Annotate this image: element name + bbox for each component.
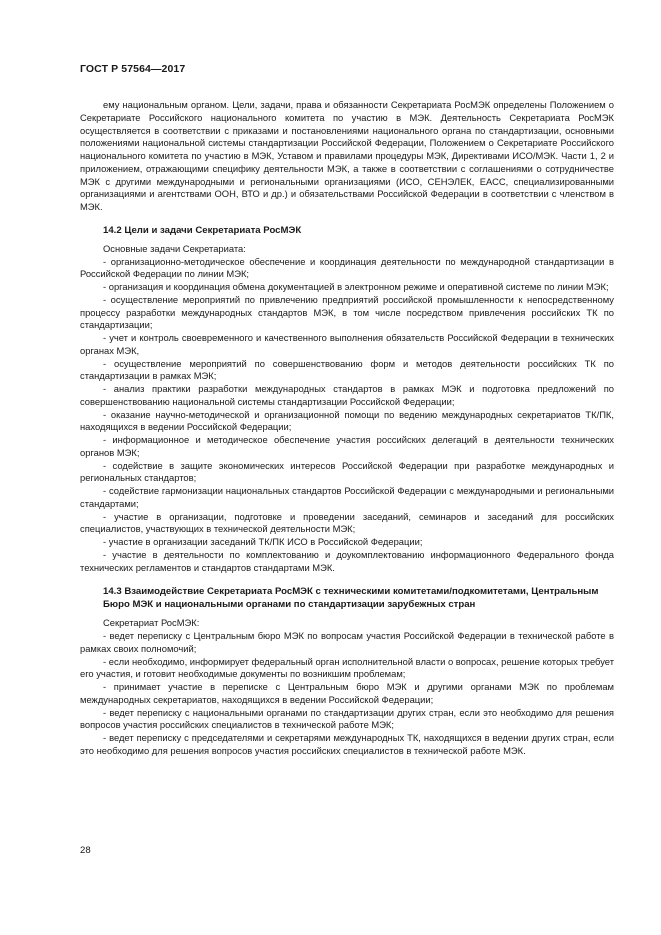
list-item: - осуществление мероприятий по совершенствованию форм и методов деятельности российских ТК по стандартизации в рамках МЭК; <box>80 357 614 382</box>
page-content <box>80 99 614 758</box>
section-14-2-heading: 14.2 Цели и задачи Секретариата РосМЭК <box>103 224 302 236</box>
list-item: - учет и контроль своевременного и качественного выполнения обязательств Российской Федерации в технических органах МЭК, <box>80 332 614 356</box>
list-item: - ведет переписку с национальными органами по стандартизации других стран, если это необходимо для решения вопросов участия российских специалистов в технической работе МЭК; <box>80 706 614 731</box>
list-item: - участие в организации заседаний ТК/ПК ИСО в Российской Федерации; <box>103 536 423 547</box>
standard-code-header: ГОСТ Р 57564—2017 <box>80 63 186 75</box>
section-14-2-lead: Основные задачи Секретариата: <box>103 242 246 254</box>
section-14-3-lead: Секретариат РосМЭК: <box>103 617 200 629</box>
page-number: 28 <box>80 845 91 856</box>
list-item: - если необходимо, информирует федеральный орган исполнительной власти о вопросах, решение которых требует его участия, и готовит необходимые документы по возникшим проблемам; <box>80 655 614 680</box>
intro-paragraph: ему национальным органом. Цели, задачи, права и обязанности Секретариата РосМЭК определены Положением о Секретариате Российского национального комитета по участию в МЭК. Деятельность Секретариата РосМЭК осуществляется в соответствии с приказами и постановлениями национального органа по стандартизации, основными положениями национальной системы стандартизации Российской Федерации, Положением о Секретариате Российского национального комитета по участию в МЭК, Уставом и правилами процедуры МЭК, Директивами ИСО/МЭК. Части 1, 2 и приложением, отражающими специфику деятельности МЭК, а также в соответствии с соглашениями о сотрудничестве МЭК с другими международными и региональными организациями (ИСО, СЕНЭЛЕК, ЕАСС, специализированными организациями и агентствами ООН, ВТО и др.) и обязательствами Российской Федерации в соответствии с членством в МЭК. <box>80 99 614 212</box>
list-item: - информационное и методическое обеспечение участия российских делегаций в деятельности технических органов МЭК; <box>80 434 614 458</box>
list-item: - осуществление мероприятий по привлечению предприятий российской промышленности к непосредственному процессу разработки международных стандартов МЭК, в том числе посредством привлечения российских ТК по стандартизации; <box>80 293 614 331</box>
list-item: - ведет переписку с Центральным бюро МЭК по вопросам участия Российской Федерации в технической работе в рамках своих полномочий; <box>80 630 614 654</box>
list-item: - содействие в защите экономических интересов Российской Федерации при разработке международных и региональных стандартов; <box>80 459 614 484</box>
list-item: - участие в деятельности по комплектованию и доукомплектованию информационного Федерального фонда технических регламентов и стандартов стандартами МЭК. <box>80 548 614 573</box>
list-item: - ведет переписку с председателями и секретарями международных ТК, находящихся в ведении других стран, если это необходимо для решения вопросов участия российских специалистов в технической работе МЭК. <box>80 732 614 756</box>
section-14-3-heading: 14.3 Взаимодействие Секретариата РосМЭК с техническими комитетами/подкомитетами, Центральным Бюро МЭК и национальными органами по стандартизации зарубежных стран <box>103 586 599 611</box>
list-item: - оказание научно-методической и организационной помощи по ведению международных секретариатов ТК/ПК, находящихся в ведении Российской Федерации; <box>80 408 614 433</box>
list-item: - участие в организации, подготовке и проведении заседаний, семинаров и заседаний для российских специалистов, участвующих в технической деятельности МЭК; <box>80 510 614 535</box>
list-item: - организация и координация обмена документацией в электронном режиме и оперативной системе по линии МЭК; <box>103 281 609 292</box>
list-item: - организационно-методическое обеспечение и координация деятельности по международной стандартизации в Российской Федерации по линии МЭК; <box>80 255 614 280</box>
list-item: - принимает участие в переписке с Центральным бюро МЭК и другими органами МЭК по проблемам международных секретариатов, находящихся в ведении Российской Федерации; <box>80 681 614 705</box>
list-item: - анализ практики разработки международных стандартов в рамках МЭК и подготовка предложений по совершенствованию национальной системы стандартизации Российской Федерации; <box>80 383 614 407</box>
list-item: - содействие гармонизации национальных стандартов Российской Федерации с международными и региональными стандартами; <box>80 485 614 509</box>
